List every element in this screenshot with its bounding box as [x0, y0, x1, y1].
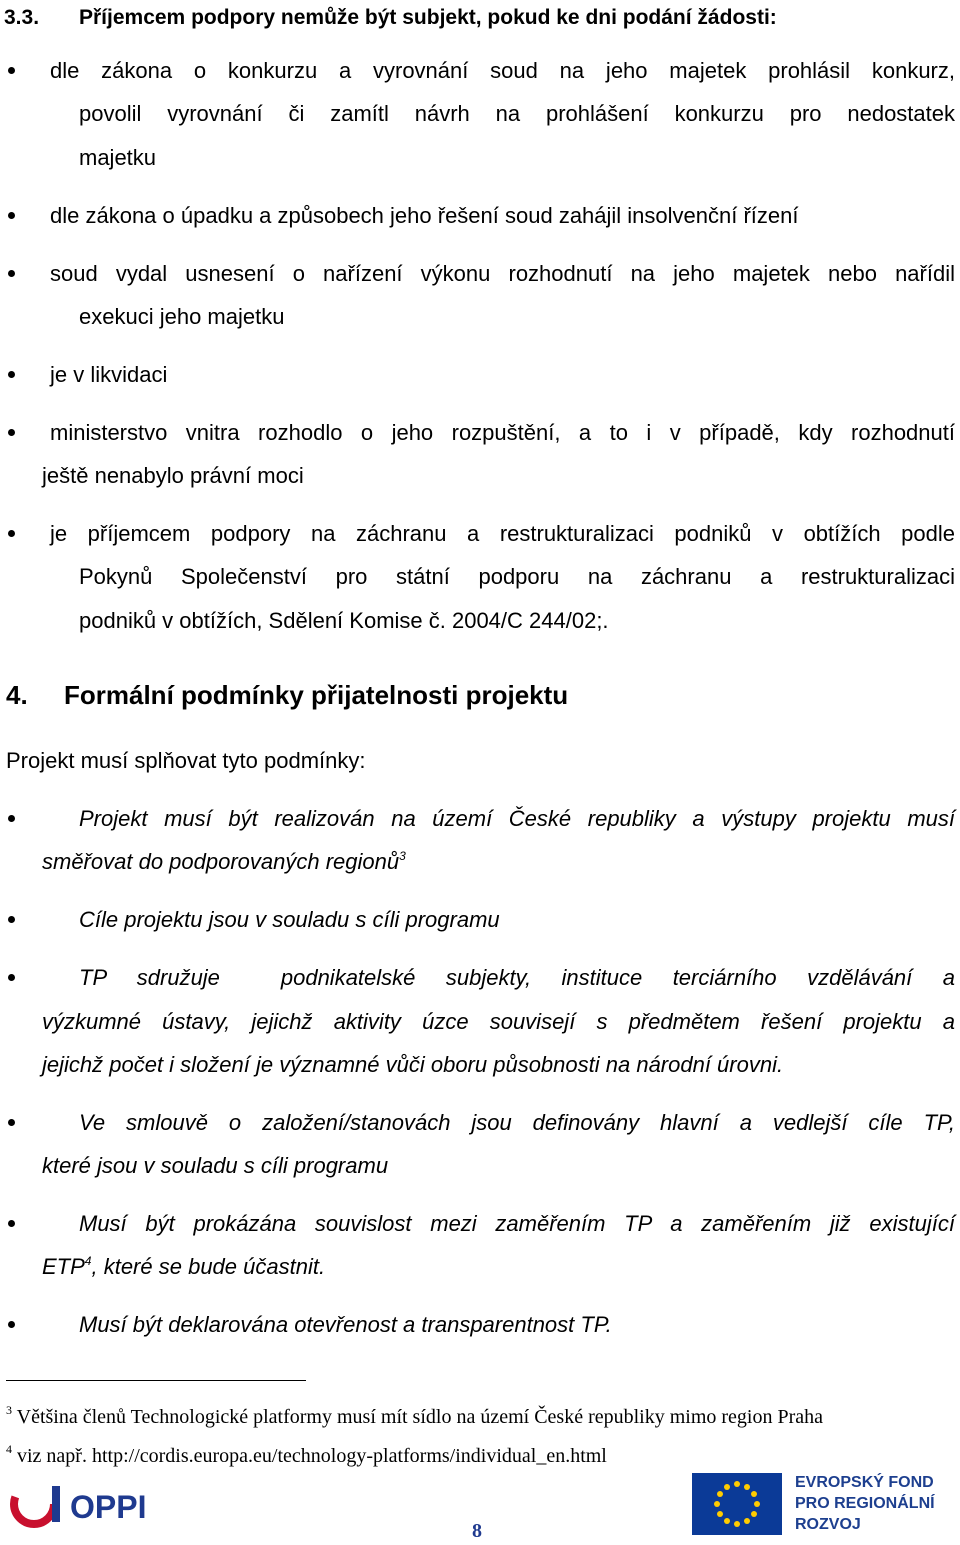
eu-fund-text: [795, 1472, 960, 1535]
eu-fund-line: PRO REGIONÁLNÍ: [795, 1495, 935, 1512]
list-item-text: ministerstvo vnitra rozhodlo o jeho rozpuštění, a to i v případě, kdy rozhodnutí: [50, 420, 955, 445]
list-item-text: dle zákona o konkurzu a vyrovnání soud na jeho majetek prohlásil konkurz,: [50, 58, 955, 83]
bullet-icon: [8, 67, 15, 74]
list-item-text: Projekt musí být realizován na území České republiky a výstupy projektu musí: [79, 806, 955, 831]
list-item-text: TP sdružuje podnikatelské subjekty, instituce terciárního vzdělávání a: [79, 965, 955, 990]
list-item-text: dle zákona o úpadku a způsobech jeho řešení soud zahájil insolvenční řízení: [50, 203, 799, 228]
footnote-3: [6, 1403, 824, 1428]
oppi-logo: [10, 1480, 180, 1530]
list-item-text: Musí být deklarována otevřenost a transparentnost TP.: [79, 1312, 612, 1337]
page-number: 8: [472, 1520, 482, 1542]
footnote-number: 3: [6, 1403, 12, 1417]
footnote-ref[interactable]: 3: [399, 849, 406, 863]
list-item-text: exekuci jeho majetku: [79, 304, 285, 329]
list-item-text: majetku: [79, 145, 157, 170]
eu-flag-icon: [692, 1473, 782, 1535]
heading-title: Formální podmínky přijatelnosti projektu: [64, 680, 569, 710]
intro-text: Projekt musí splňovat tyto podmínky:: [6, 748, 366, 773]
bullet-icon: [8, 212, 15, 219]
list-item-text: ještě nenabylo právní moci: [42, 463, 304, 488]
bullet-icon: [8, 1220, 15, 1227]
list-item-text: Musí být prokázána souvislost mezi zaměřením TP a zaměřením již existující: [79, 1211, 955, 1236]
bullet-icon: [8, 429, 15, 436]
footnote-link[interactable]: viz např. http://cordis.europa.eu/technology-platforms/individual_en.html: [17, 1445, 607, 1467]
footnote-number: 4: [6, 1442, 12, 1456]
footnote-4: [6, 1442, 607, 1467]
bullet-icon: [8, 974, 15, 981]
section-number: 3.3.: [4, 6, 40, 29]
list-item-text: [42, 1256, 325, 1278]
bullet-icon: [8, 1119, 15, 1126]
list-item-text: Cíle projektu jsou v souladu s cíli programu: [79, 907, 500, 932]
list-item-text: [42, 851, 406, 873]
bullet-icon: [8, 270, 15, 277]
bullet-icon: [8, 815, 15, 822]
list-item-text-part: , které se bude účastnit.: [91, 1254, 326, 1279]
footnote-separator: [6, 1380, 306, 1381]
list-item-text-part: ETP: [42, 1254, 85, 1279]
list-item-text: podniků v obtížích, Sdělení Komise č. 2004/C 244/02;.: [79, 608, 609, 633]
bullet-icon: [8, 1321, 15, 1328]
bullet-icon: [8, 371, 15, 378]
list-item-text: povolil vyrovnání či zamítl návrh na prohlášení konkurzu pro nedostatek: [79, 101, 955, 126]
list-item-text: soud vydal usnesení o nařízení výkonu rozhodnutí na jeho majetek nebo nařídil: [50, 261, 955, 286]
eu-fund-line: EVROPSKÝ FOND: [795, 1474, 934, 1491]
footnote-ref[interactable]: 4: [84, 1254, 92, 1268]
oppi-logo-icon: [10, 1480, 180, 1530]
eu-stars-icon: [692, 1473, 782, 1535]
list-item-text: jejichž počet i složení je významné vůči oboru působnosti na národní úrovni.: [42, 1052, 784, 1077]
heading-number: 4.: [6, 680, 28, 710]
section-title: Příjemcem podpory nemůže být subjekt, pokud ke dni podání žádosti:: [79, 6, 777, 29]
list-item-text: Ve smlouvě o založení/stanovách jsou definovány hlavní a vedlejší cíle TP,: [79, 1110, 955, 1135]
list-item-text: výzkumné ústavy, jejichž aktivity úzce souvisejí s předmětem řešení projektu a: [42, 1009, 955, 1034]
footnote-text: Většina členů Technologické platformy musí mít sídlo na území České republiky mimo region Praha: [16, 1406, 824, 1428]
bullet-icon: [8, 916, 15, 923]
list-item-text: Pokynů Společenství pro státní podporu na záchranu a restrukturalizaci: [79, 564, 955, 589]
oppi-logo-text: OPPI: [70, 1489, 147, 1525]
list-item-text: je příjemcem podpory na záchranu a restrukturalizaci podniků v obtížích podle: [50, 521, 955, 546]
bullet-icon: [8, 530, 15, 537]
eu-fund-line: ROZVOJ: [795, 1516, 861, 1533]
list-item-text-part: směřovat do podporovaných regionů: [42, 849, 400, 874]
list-item-text: které jsou v souladu s cíli programu: [42, 1153, 389, 1178]
list-item-text: je v likvidaci: [50, 362, 168, 387]
